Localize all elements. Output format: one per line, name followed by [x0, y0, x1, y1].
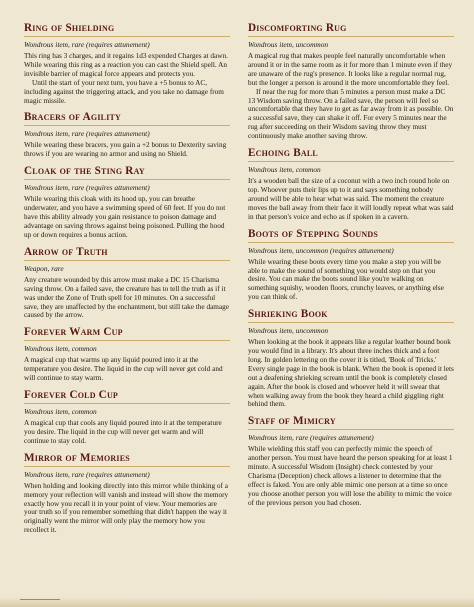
item-bracers-of-agility — [24, 111, 230, 159]
item-shrieking-book — [248, 308, 454, 409]
item-paragraph: While wearing these bracers, you gain a +2 bonus to Dexterity saving throws if you are wearing no armor and using no Shield. — [24, 141, 227, 159]
item-cloak-of-the-sting-ray — [24, 165, 230, 240]
item-title: Echoing Ball — [248, 147, 454, 162]
item-body — [24, 141, 230, 159]
item-discomforting-rug — [248, 22, 454, 141]
item-arrow-of-truth — [24, 246, 230, 321]
item-title: Ring of Shielding — [24, 22, 230, 37]
item-paragraph: When holding and looking directly into this mirror while thinking of a memory your reflection will vanish and instead will show the memory exactly how you recall it in your point of view. Your memories are your truth so if you remember something that didn't happen the way it originally went the mirror will only play the memory how you recollect it. — [24, 481, 229, 535]
item-meta: Wondrous item, rare (requires attunement) — [248, 433, 374, 443]
item-body — [248, 52, 454, 141]
item-meta: Wondrous item, common — [24, 344, 97, 354]
footer-rule — [0, 597, 474, 607]
item-paragraph: While wielding this staff you can perfectly mimic the speech of another person. You must have heard the person speaking for at least 1 minute. A successful Wisdom (Insight) check contested by your Charisma (Deception) check allows a listener to determine that the effect is faked. You are only able mimic one person at a time so once you choose another person you will lose the ability to mimic the voice of the previous person you had chosen. — [248, 445, 453, 507]
item-paragraph: This ring has 3 charges, and it regains 1d3 expended Charges at dawn. While wearing this ring as a reaction you can cast the Shield spell. An invisible barrier of magical force appears and protects you. — [24, 52, 228, 78]
item-staff-of-mimicry — [248, 415, 454, 507]
item-title: Forever Warm Cup — [24, 326, 230, 341]
item-body — [24, 482, 230, 535]
item-meta: Wondrous item, uncommon — [248, 326, 329, 336]
item-forever-warm-cup — [24, 326, 230, 383]
item-meta: Wondrous item, rare (requires attunement) — [24, 40, 150, 49]
item-body — [24, 195, 230, 240]
item-paragraph: It's a wooden ball the size of a coconut with a two inch round hole on top. Whoever puts their lips up to it and says something nobody around will be able to hear what was said. The moment the creature moves the ball away from their face it will loudly repeat what was said in that person's voice and echo as if spoken in a cavern. — [248, 177, 454, 221]
item-body — [24, 356, 230, 383]
item-paragraph: When looking at the book it appears like a regular leather bound book you would find in a library. It's about three inches thick and a foot long. In golden lettering on the cover it is titled, 'Book of Tricks.' Every single page in the book is blank. When the book is opened it lets out a deafening shrieking scream until the book is completely closed again. After the book is closed and whoever held it will swear that when walking away from the book they heard a child giggling right behind them. — [248, 338, 454, 409]
item-meta: Wondrous item, rare (requires attunement) — [24, 469, 150, 479]
left-column — [24, 22, 230, 541]
item-title: Discomforting Rug — [248, 22, 454, 37]
item-ring-of-shielding — [24, 22, 230, 105]
item-meta: Wondrous item, rare (requires attunement) — [24, 129, 150, 139]
item-forever-cold-cup — [24, 389, 230, 446]
item-body — [248, 338, 454, 409]
item-meta: Wondrous item, uncommon — [248, 40, 329, 49]
item-echoing-ball — [248, 147, 454, 222]
item-title: Arrow of Truth — [24, 246, 230, 261]
item-title: Boots of Stepping Sounds — [248, 228, 454, 243]
item-meta: Wondrous item, common — [248, 165, 321, 175]
item-meta: Wondrous item, common — [24, 407, 97, 417]
item-title: Forever Cold Cup — [24, 389, 230, 404]
item-body — [248, 445, 454, 507]
item-paragraph: A magical cup that warms up any liquid poured into it at the temperature you desire. The liquid in the cup will never get cold and will continue to stay warm. — [24, 356, 223, 383]
item-paragraph: While wearing these boots every time you make a step you will be able to make the sound of something you would step on that you desire. You can make the boots sound like you're walking on something squishy, wooden floors, crunchy leaves, or anything else you can think of. — [248, 257, 444, 302]
item-title: Shrieking Book — [248, 308, 454, 323]
item-paragraph: Any creature wounded by this arrow must make a DC 15 Charisma saving throw. On a failed save, the creature has to tell the truth as if it was under the Zone of Truth spell for 10 minutes. On a successful save, they are unaffected by the enchantment, but still take the damage caused by the arrow. — [24, 275, 230, 320]
item-paragraph: If near the rug for more than 5 minutes a person must make a DC 13 Wisdom saving throw. On a failed save, the person will feel so uncomfortable that they have to get as far away from it as possible. On a successful save, they can shake it off. For every 5 minutes near the rug after succeeding on their Wisdom saving throw they must continuously make another saving throw. — [248, 87, 454, 141]
item-body — [24, 52, 230, 105]
item-title: Cloak of the Sting Ray — [24, 165, 230, 180]
item-paragraph: A magical rug that makes people feel naturally uncomfortable when around it or in the same room as it for more than 1 minute even if they are unaware of the rug's presence. It looks like a regular normal rug, but the longer a person is around it the more uncomfortable they feel. — [248, 52, 453, 87]
item-meta: Wondrous item, rare (requires attunement) — [24, 183, 150, 193]
item-boots-of-stepping-sounds — [248, 228, 454, 303]
item-title: Bracers of Agility — [24, 111, 230, 126]
footer-ornament — [20, 599, 60, 604]
item-body — [248, 177, 454, 222]
right-column — [248, 22, 454, 514]
item-title: Staff of Mimicry — [248, 415, 454, 430]
item-body — [248, 258, 454, 303]
item-mirror-of-memories — [24, 452, 230, 535]
item-paragraph: Until the start of your next turn, you have a +5 bonus to AC, including against the triggering attack, and you take no damage from magic missile. — [24, 78, 224, 105]
item-paragraph: A magical cup that cools any liquid poured into it at the temperature you desire. The liquid in the cup will never get warm and will continue to stay cold. — [24, 419, 222, 445]
item-body — [24, 419, 230, 446]
item-paragraph: While wearing this cloak with its hood up, you can breathe underwater, and you have a swimming speed of 60 feet. If you do not have this ability already you gain resistance to poison damage and advantage on saving throws against being poisoned. Pulling the hood up or down requires a bonus action. — [24, 195, 226, 239]
item-body — [24, 276, 230, 321]
item-meta: Weapon, rare — [24, 263, 64, 273]
item-meta: Wondrous item, uncommon (requires attunement) — [248, 245, 394, 255]
item-title: Mirror of Memories — [24, 452, 230, 467]
